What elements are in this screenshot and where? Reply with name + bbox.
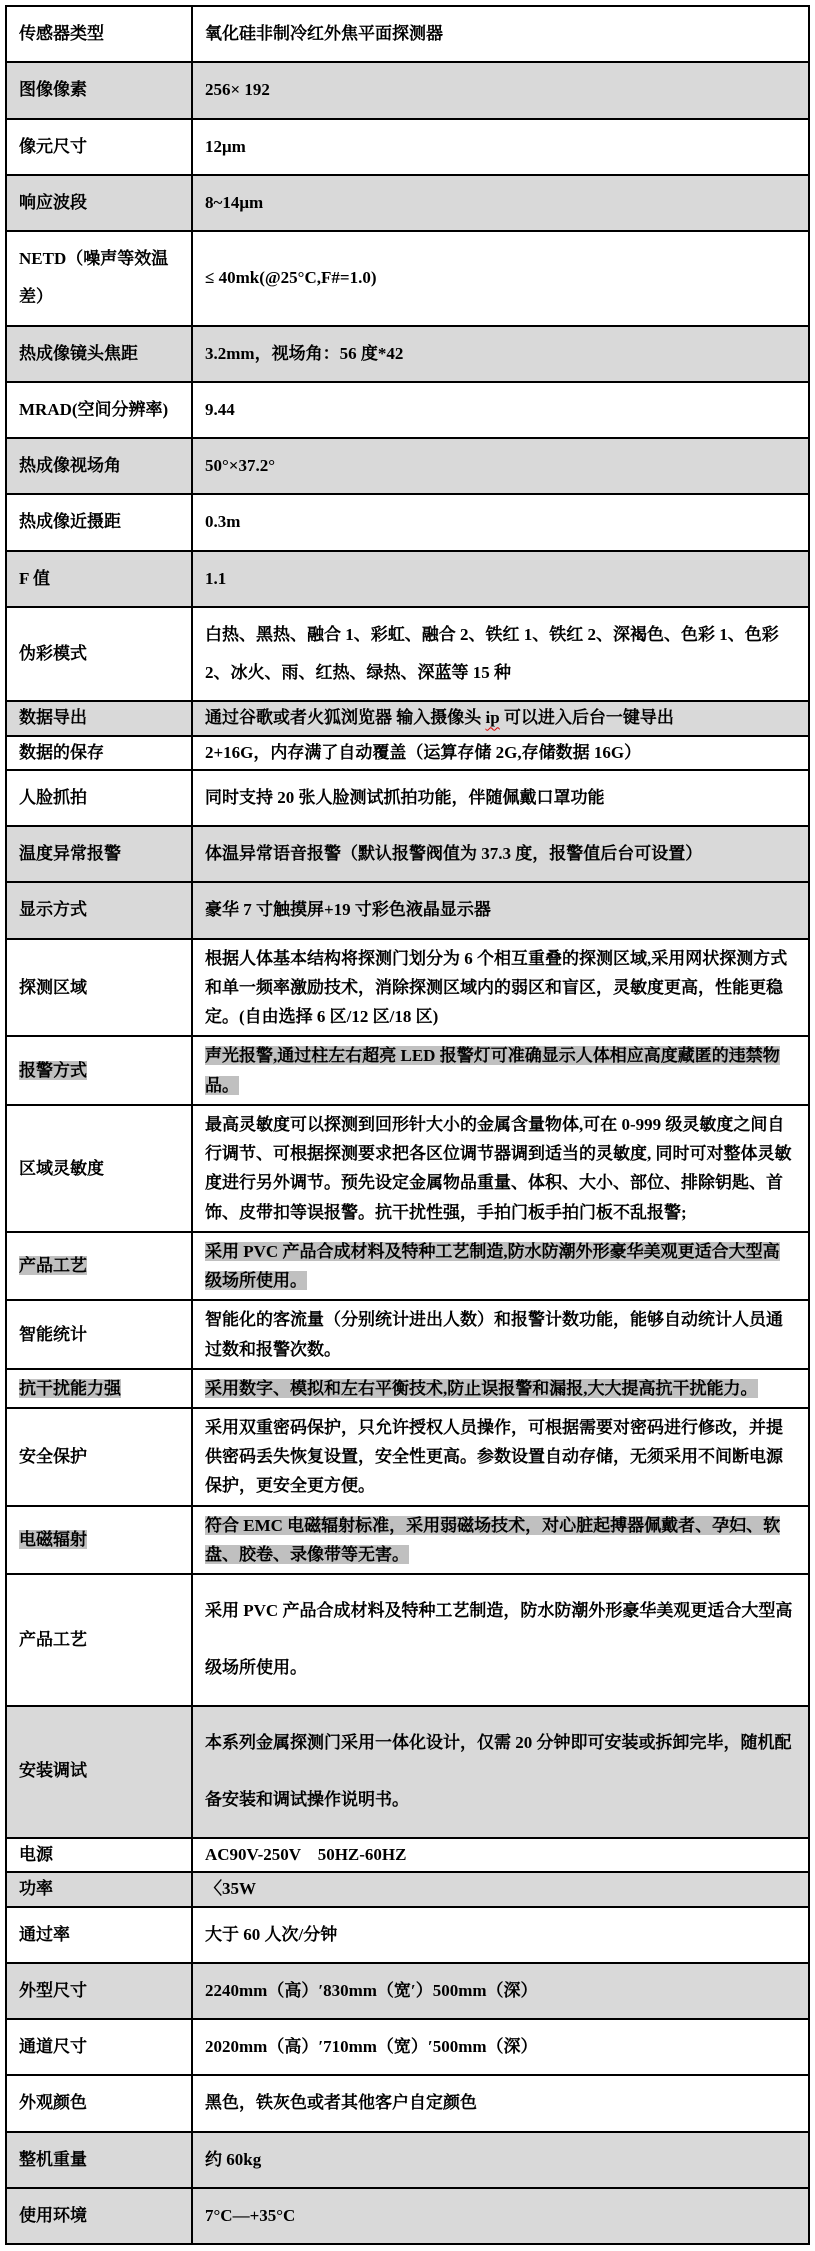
spec-row — [6, 1574, 809, 1706]
spec-label-cell — [6, 607, 192, 702]
spec-value-cell — [192, 701, 809, 735]
spec-row — [6, 494, 809, 550]
spec-value-cell — [192, 494, 809, 550]
spec-label-cell — [6, 2075, 192, 2131]
spec-value: ≤ 40mk(@25°C,F#=1.0) — [205, 268, 377, 288]
spec-row — [6, 2188, 809, 2244]
spec-row — [6, 175, 809, 231]
spec-value-cell — [192, 2188, 809, 2244]
spec-value-cell — [192, 1907, 809, 1963]
spec-value: 白热、黑热、融合 1、彩虹、融合 2、铁红 1、铁红 2、深褐色、色彩 1、色彩 2、冰火、雨、红热、绿热、深蓝等 15 种 — [205, 624, 783, 682]
spec-label-cell — [6, 2188, 192, 2244]
spec-value-part: 通过谷歌或者火狐浏览器 输入摄像头 — [205, 708, 486, 728]
spec-value-cell — [192, 1506, 809, 1574]
spec-value-cell — [192, 326, 809, 382]
spec-value: 体温异常语音报警（默认报警阀值为 37.3 度，报警值后台可设置） — [205, 844, 703, 864]
spec-value-cell — [192, 1105, 809, 1232]
spec-label: 通道尺寸 — [19, 2037, 87, 2057]
spec-label: 抗干扰能力强 — [19, 1378, 121, 1398]
spec-label-cell — [6, 1408, 192, 1506]
spec-label: 通过率 — [19, 1924, 70, 1944]
spec-value: 1.1 — [205, 568, 227, 588]
spec-row — [6, 2019, 809, 2075]
spec-label: 像元尺寸 — [19, 136, 87, 156]
spec-value-cell — [192, 939, 809, 1037]
spec-value: 8~14μm — [205, 192, 264, 212]
spec-value-cell — [192, 1232, 809, 1300]
spec-value: 7°C—+35°C — [205, 2205, 296, 2225]
spec-value: 声光报警,通过柱左右超亮 LED 报警灯可准确显示人体相应高度藏匿的违禁物品。 — [205, 1046, 780, 1095]
spec-value: 9.44 — [205, 399, 235, 419]
spec-label-cell — [6, 770, 192, 826]
spec-label-cell — [6, 6, 192, 62]
spec-label: 安全保护 — [19, 1447, 87, 1467]
spec-label: 温度异常报警 — [19, 844, 121, 864]
spec-value-cell — [192, 1408, 809, 1506]
spec-label: 电磁辐射 — [19, 1530, 87, 1550]
spec-label-cell — [6, 1232, 192, 1300]
spec-label: 图像像素 — [19, 80, 87, 100]
spec-value-cell — [192, 1574, 809, 1706]
spec-value: AC90V-250V 50HZ-60HZ — [205, 1844, 407, 1864]
spec-value: 采用 PVC 产品合成材料及特种工艺制造,防水防潮外形豪华美观更适合大型高级场所使用。 — [205, 1241, 780, 1291]
spec-label: 外型尺寸 — [19, 1980, 87, 2000]
spec-row — [6, 6, 809, 62]
spec-label-cell — [6, 438, 192, 494]
spec-value-cell — [192, 1369, 809, 1408]
spec-label-cell — [6, 1872, 192, 1906]
spec-row — [6, 1369, 809, 1408]
spec-value: 智能化的客流量（分别统计进出人数）和报警计数功能，能够自动统计人员通过数和报警次数。 — [205, 1310, 783, 1359]
spec-row — [6, 736, 809, 770]
spec-label-cell — [6, 1036, 192, 1104]
spec-label-cell — [6, 1963, 192, 2019]
spec-value: 50°×37.2° — [205, 456, 276, 475]
spec-label-cell — [6, 326, 192, 382]
spec-value-part: 可以进入后台一键导出 — [499, 708, 674, 728]
spec-label: 伪彩模式 — [19, 643, 87, 663]
spec-value: 最高灵敏度可以探测到回形针大小的金属含量物体,可在 0-999 级灵敏度之间自行调节、可根据探测要求把各区位调节器调到适当的灵敏度, 同时可对整体灵敏度进行另外调节。预先设定金属物品重量、体积、大小、部位、排除钥匙、首饰、皮带扣等误报警。抗干扰性强，手拍门板手拍门板不乱报警; — [205, 1114, 792, 1222]
spec-label: 区域灵敏度 — [19, 1158, 104, 1178]
spec-label-cell — [6, 1300, 192, 1368]
spec-label-cell — [6, 2132, 192, 2188]
spec-row — [6, 1706, 809, 1838]
spec-value: 符合 EMC 电磁辐射标准，采用弱磁场技术，对心脏起搏器佩戴者、孕妇、软盘、胶卷、录像带等无害。 — [205, 1515, 781, 1564]
spec-value-cell — [192, 231, 809, 326]
spec-value: 12μm — [205, 136, 246, 156]
spec-label: MRAD(空间分辨率) — [19, 399, 169, 419]
spec-value: 〈35W — [205, 1879, 256, 1899]
spec-label-cell — [6, 1574, 192, 1706]
spec-label: 人脸抓拍 — [19, 787, 87, 807]
spec-label-cell — [6, 175, 192, 231]
spec-table-body — [6, 6, 809, 2244]
spec-value: 同时支持 20 张人脸测试抓拍功能，伴随佩戴口罩功能 — [205, 787, 605, 807]
spec-row — [6, 826, 809, 882]
spec-label: 热成像视场角 — [19, 456, 121, 475]
spec-row — [6, 1408, 809, 1506]
spec-label: 显示方式 — [19, 900, 87, 920]
spec-value-cell — [192, 2019, 809, 2075]
spec-table — [5, 5, 810, 2245]
spec-value-cell — [192, 2132, 809, 2188]
spec-value: 采用数字、模拟和左右平衡技术,防止误报警和漏报,大大提高抗干扰能力。 — [205, 1378, 758, 1398]
spec-row — [6, 882, 809, 938]
spec-value: 采用 PVC 产品合成材料及特种工艺制造，防水防潮外形豪华美观更适合大型高级场所使用。 — [205, 1601, 793, 1678]
spec-value: 0.3m — [205, 512, 241, 532]
spec-value: 豪华 7 寸触摸屏+19 寸彩色液晶显示器 — [205, 900, 491, 920]
spec-label-cell — [6, 119, 192, 175]
spec-label: 热成像镜头焦距 — [19, 343, 138, 363]
spec-label-cell — [6, 882, 192, 938]
spec-value-cell — [192, 736, 809, 770]
spec-row — [6, 1506, 809, 1574]
spec-label-cell — [6, 1506, 192, 1574]
spec-value-cell — [192, 1036, 809, 1104]
spec-value: 约 60kg — [205, 2149, 262, 2169]
spec-label-cell — [6, 1369, 192, 1408]
spec-value-cell — [192, 882, 809, 938]
spec-value: 氧化硅非制冷红外焦平面探测器 — [205, 24, 443, 43]
spec-row — [6, 939, 809, 1037]
spec-label-cell — [6, 382, 192, 438]
spec-value-cell — [192, 1706, 809, 1838]
spec-label: 安装调试 — [19, 1761, 87, 1781]
spec-row — [6, 2075, 809, 2131]
spec-value: 黑色，铁灰色或者其他客户自定颜色 — [205, 2093, 477, 2113]
spec-row — [6, 382, 809, 438]
spec-label: 探测区域 — [19, 977, 87, 997]
spec-label: 功率 — [19, 1879, 53, 1899]
spec-label: 报警方式 — [19, 1061, 87, 1080]
spec-label-cell — [6, 62, 192, 118]
spec-label-cell — [6, 1907, 192, 1963]
spec-label-cell — [6, 1706, 192, 1838]
spec-value: 3.2mm，视场角：56 度*42 — [205, 343, 404, 363]
spec-label: 整机重量 — [19, 2149, 87, 2169]
spec-value-cell — [192, 2075, 809, 2131]
spec-value: 2020mm（高）′710mm（宽）′500mm（深） — [205, 2037, 538, 2057]
spec-label: 智能统计 — [19, 1324, 87, 1344]
spec-value-cell — [192, 551, 809, 607]
spec-row — [6, 701, 809, 735]
spec-value-cell — [192, 175, 809, 231]
spec-row — [6, 119, 809, 175]
spec-label: 外观颜色 — [19, 2093, 87, 2113]
spec-value-cell — [192, 1963, 809, 2019]
spec-row — [6, 607, 809, 702]
spec-row — [6, 1907, 809, 1963]
spec-label: F 值 — [19, 568, 51, 588]
spec-value: 大于 60 人次/分钟 — [205, 1924, 338, 1944]
spec-label: 数据导出 — [19, 708, 87, 728]
spec-label: 响应波段 — [19, 192, 87, 212]
spec-label: 电源 — [19, 1844, 53, 1864]
spellchecked-word: ip — [485, 708, 500, 728]
spec-row — [6, 1105, 809, 1232]
spec-row — [6, 326, 809, 382]
spec-value-cell — [192, 1300, 809, 1368]
spec-label: NETD（噪声等效温差） — [19, 249, 169, 307]
spec-row — [6, 770, 809, 826]
spec-row — [6, 1232, 809, 1300]
spec-value: 2240mm（高）′830mm（宽′）500mm（深） — [205, 1980, 538, 2000]
spec-value-cell — [192, 438, 809, 494]
spec-label-cell — [6, 231, 192, 326]
spec-label-cell — [6, 1838, 192, 1872]
spec-value-cell — [192, 1838, 809, 1872]
spec-value-cell — [192, 607, 809, 702]
spec-label-cell — [6, 939, 192, 1037]
spec-label: 热成像近摄距 — [19, 512, 121, 532]
spec-value-cell — [192, 62, 809, 118]
spec-label-cell — [6, 1105, 192, 1232]
spec-row — [6, 1036, 809, 1104]
spec-value-cell — [192, 770, 809, 826]
spec-value-cell — [192, 1872, 809, 1906]
spec-row — [6, 2132, 809, 2188]
spec-value: 根据人体基本结构将探测门划分为 6 个相互重叠的探测区域,采用网状探测方式和单一频率激励技术，消除探测区域内的弱区和盲区，灵敏度更高，性能更稳定。(自由选择 6 区/12 区/18 区) — [205, 948, 788, 1027]
spec-label-cell — [6, 551, 192, 607]
spec-value: 256× 192 — [205, 80, 270, 100]
spec-value: 2+16G，内存满了自动覆盖（运算存储 2G,存储数据 16G） — [205, 742, 642, 762]
spec-row — [6, 1300, 809, 1368]
spec-value-cell — [192, 6, 809, 62]
spec-value-cell — [192, 382, 809, 438]
spec-row — [6, 1838, 809, 1872]
spec-label-cell — [6, 2019, 192, 2075]
spec-row — [6, 438, 809, 494]
spec-row — [6, 62, 809, 118]
spec-row — [6, 1963, 809, 2019]
spec-label: 产品工艺 — [19, 1629, 87, 1649]
spec-row — [6, 1872, 809, 1906]
spec-row — [6, 231, 809, 326]
spec-value-cell — [192, 119, 809, 175]
spec-label-cell — [6, 494, 192, 550]
spec-label-cell — [6, 826, 192, 882]
spec-value: 本系列金属探测门采用一体化设计，仅需 20 分钟即可安装或拆卸完毕，随机配备安装和调试操作说明书。 — [205, 1733, 792, 1809]
spec-row — [6, 551, 809, 607]
spec-value: 采用双重密码保护，只允许授权人员操作，可根据需要对密码进行修改，并提供密码丢失恢复设置，安全性更高。参数设置自动存储，无须采用不间断电源保护，更安全更方便。 — [205, 1417, 783, 1496]
spec-label: 传感器类型 — [19, 24, 104, 43]
spec-label: 数据的保存 — [19, 742, 104, 762]
spec-label: 使用环境 — [19, 2205, 87, 2225]
spec-value-cell — [192, 826, 809, 882]
spec-label-cell — [6, 736, 192, 770]
spec-label-cell — [6, 701, 192, 735]
spec-label: 产品工艺 — [19, 1256, 87, 1276]
